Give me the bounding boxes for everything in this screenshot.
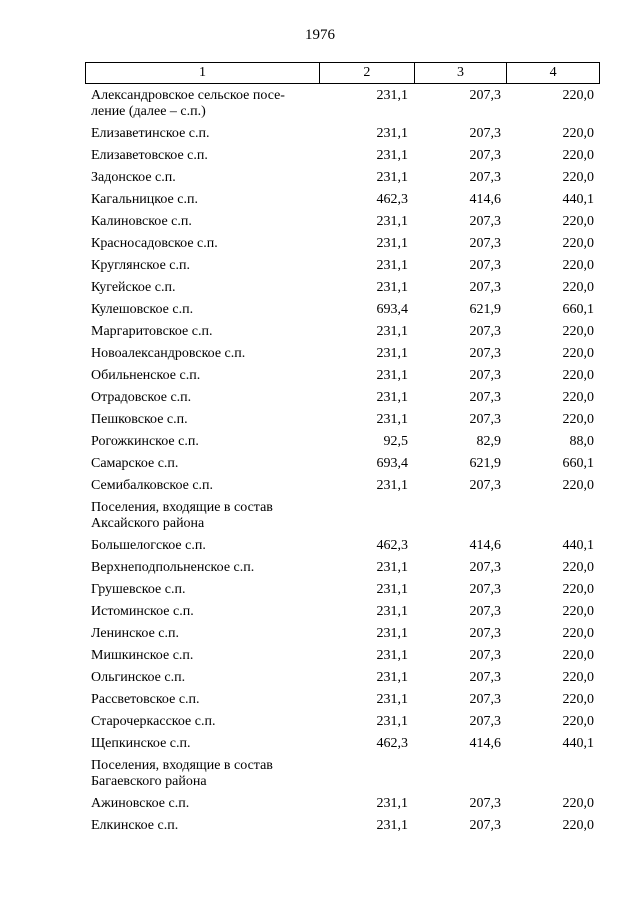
row-name: Поселения, входящие в состав Багаевского района [91, 758, 273, 789]
row-value-col-3: 207,3 [469, 126, 501, 141]
row-value-col-3: 207,3 [469, 626, 501, 641]
row-value-col-4: 440,1 [562, 736, 594, 751]
row-name: Старочеркасское с.п. [91, 714, 216, 729]
row-value-col-3: 207,3 [469, 258, 501, 273]
row-value-col-3: 207,3 [469, 368, 501, 383]
row-name: Круглянское с.п. [91, 258, 190, 273]
row-name: Отрадовское с.п. [91, 390, 192, 405]
table-row [85, 692, 600, 714]
row-value-col-3: 207,3 [469, 582, 501, 597]
row-value-col-4: 220,0 [562, 604, 594, 619]
row-value-col-3: 414,6 [469, 192, 501, 207]
row-value-col-3: 82,9 [476, 434, 501, 449]
row-value-col-4: 660,1 [562, 456, 594, 471]
table-row [85, 126, 600, 148]
row-value-col-4: 220,0 [562, 478, 594, 493]
row-name: Кулешовское с.п. [91, 302, 194, 317]
row-name: Калиновское с.п. [91, 214, 192, 229]
row-value-col-3: 207,3 [469, 692, 501, 707]
row-value-col-2: 462,3 [376, 538, 408, 553]
row-name: Задонское с.п. [91, 170, 176, 185]
table-row [85, 390, 600, 412]
row-value-col-4: 440,1 [562, 538, 594, 553]
row-value-col-3: 207,3 [469, 818, 501, 833]
row-name: Самарское с.п. [91, 456, 179, 471]
row-value-col-4 [507, 500, 600, 538]
table-row [85, 324, 600, 346]
row-value-col-2: 231,1 [376, 648, 408, 663]
table-row [85, 560, 600, 582]
row-value-col-3: 621,9 [469, 302, 501, 317]
row-value-col-3: 207,3 [469, 412, 501, 427]
row-value-col-2: 462,3 [376, 736, 408, 751]
table-row [85, 412, 600, 434]
row-value-col-4: 660,1 [562, 302, 594, 317]
row-value-col-2: 231,1 [376, 368, 408, 383]
row-value-col-2: 231,1 [376, 560, 408, 575]
table-row [85, 648, 600, 670]
row-value-col-2: 231,1 [376, 346, 408, 361]
row-value-col-4: 220,0 [562, 390, 594, 405]
table-row [85, 500, 600, 538]
table-row [85, 582, 600, 604]
row-value-col-2: 231,1 [376, 214, 408, 229]
table-row [85, 368, 600, 390]
row-value-col-3: 207,3 [469, 604, 501, 619]
row-value-col-2 [319, 500, 414, 538]
row-value-col-4: 220,0 [562, 214, 594, 229]
table-row [85, 148, 600, 170]
row-value-col-4: 220,0 [562, 280, 594, 295]
row-value-col-2: 231,1 [376, 390, 408, 405]
row-value-col-4: 220,0 [562, 560, 594, 575]
row-value-col-4: 220,0 [562, 714, 594, 729]
table-row [85, 758, 600, 796]
row-value-col-2: 231,1 [376, 692, 408, 707]
row-name: Истоминское с.п. [91, 604, 194, 619]
row-value-col-3: 207,3 [469, 236, 501, 251]
table-row [85, 478, 600, 500]
row-value-col-4: 220,0 [562, 626, 594, 641]
row-value-col-2: 231,1 [376, 324, 408, 339]
row-value-col-4: 220,0 [562, 796, 594, 811]
row-value-col-2: 693,4 [376, 456, 408, 471]
row-value-col-4: 220,0 [562, 324, 594, 339]
row-name: Александровское сельское посе- ление (далее – с.п.) [91, 88, 285, 119]
table-header [85, 62, 600, 84]
header-col-4: 4 [506, 63, 599, 83]
row-value-col-3: 207,3 [469, 346, 501, 361]
table-row [85, 670, 600, 692]
row-name: Елизаветинское с.п. [91, 126, 210, 141]
row-name: Красносадовское с.п. [91, 236, 218, 251]
row-value-col-4: 220,0 [562, 582, 594, 597]
row-value-col-2: 231,1 [376, 170, 408, 185]
row-value-col-3 [414, 758, 507, 796]
header-col-3: 3 [414, 63, 507, 83]
row-value-col-2: 231,1 [376, 236, 408, 251]
header-col-1: 1 [199, 65, 207, 80]
row-value-col-3: 207,3 [469, 648, 501, 663]
row-value-col-3: 207,3 [469, 148, 501, 163]
page-number: 1976 [305, 27, 335, 43]
row-value-col-2: 231,1 [376, 626, 408, 641]
row-value-col-3: 207,3 [469, 714, 501, 729]
row-value-col-3: 207,3 [469, 390, 501, 405]
table-row [85, 280, 600, 302]
row-value-col-3: 207,3 [469, 324, 501, 339]
row-value-col-3: 621,9 [469, 456, 501, 471]
table-row [85, 626, 600, 648]
table-row [85, 302, 600, 324]
row-value-col-2: 231,1 [376, 582, 408, 597]
row-value-col-3: 207,3 [469, 280, 501, 295]
row-value-col-2: 92,5 [383, 434, 408, 449]
table-row [85, 456, 600, 478]
table-row [85, 538, 600, 560]
row-value-col-3: 207,3 [469, 796, 501, 811]
row-value-col-3: 207,3 [469, 478, 501, 493]
row-value-col-3: 414,6 [469, 538, 501, 553]
data-table [85, 62, 600, 840]
row-name: Рогожкинское с.п. [91, 434, 199, 449]
row-value-col-3: 207,3 [469, 214, 501, 229]
row-value-col-4: 220,0 [562, 818, 594, 833]
row-value-col-4: 220,0 [562, 648, 594, 663]
row-value-col-4: 220,0 [562, 236, 594, 251]
row-name: Верхнеподпольненское с.п. [91, 560, 255, 575]
table-body [85, 88, 600, 840]
row-name: Мишкинское с.п. [91, 648, 194, 663]
row-value-col-4: 220,0 [562, 148, 594, 163]
row-value-col-2: 231,1 [376, 412, 408, 427]
table-row [85, 258, 600, 280]
row-value-col-4: 440,1 [562, 192, 594, 207]
table-row [85, 604, 600, 626]
row-value-col-2: 231,1 [376, 714, 408, 729]
table-row [85, 736, 600, 758]
table-row [85, 236, 600, 258]
row-name: Елкинское с.п. [91, 818, 179, 833]
row-value-col-2: 231,1 [376, 88, 408, 103]
row-name: Обильненское с.п. [91, 368, 201, 383]
row-value-col-2: 231,1 [376, 818, 408, 833]
row-value-col-2: 231,1 [376, 478, 408, 493]
row-name: Большелогское с.п. [91, 538, 206, 553]
row-value-col-2: 693,4 [376, 302, 408, 317]
row-value-col-3: 414,6 [469, 736, 501, 751]
row-value-col-3: 207,3 [469, 88, 501, 103]
row-name: Маргаритовское с.п. [91, 324, 213, 339]
row-name: Новоалександровское с.п. [91, 346, 246, 361]
header-col-2: 2 [319, 63, 414, 83]
row-name: Семибалковское с.п. [91, 478, 214, 493]
row-value-col-3 [414, 500, 507, 538]
row-value-col-4: 220,0 [562, 170, 594, 185]
table-row [85, 818, 600, 840]
row-name: Щепкинское с.п. [91, 736, 191, 751]
row-value-col-4: 220,0 [562, 88, 594, 103]
row-name: Ленинское с.п. [91, 626, 179, 641]
row-value-col-4: 220,0 [562, 412, 594, 427]
table-row [85, 192, 600, 214]
row-value-col-4 [507, 758, 600, 796]
table-row [85, 170, 600, 192]
row-name: Елизаветовское с.п. [91, 148, 208, 163]
row-value-col-2: 231,1 [376, 126, 408, 141]
row-value-col-4: 220,0 [562, 346, 594, 361]
row-value-col-3: 207,3 [469, 170, 501, 185]
row-name: Ажиновское с.п. [91, 796, 190, 811]
row-value-col-3: 207,3 [469, 670, 501, 685]
row-value-col-2 [319, 758, 414, 796]
table-row [85, 434, 600, 456]
row-name: Поселения, входящие в состав Аксайского района [91, 500, 273, 531]
row-value-col-4: 220,0 [562, 126, 594, 141]
row-name: Грушевское с.п. [91, 582, 186, 597]
row-name: Кагальницкое с.п. [91, 192, 198, 207]
table-row [85, 346, 600, 368]
row-name: Кугейское с.п. [91, 280, 176, 295]
row-value-col-3: 207,3 [469, 560, 501, 575]
table-row [85, 796, 600, 818]
row-value-col-2: 231,1 [376, 148, 408, 163]
row-value-col-4: 220,0 [562, 368, 594, 383]
row-value-col-2: 231,1 [376, 604, 408, 619]
row-value-col-2: 231,1 [376, 258, 408, 273]
table-row [85, 714, 600, 736]
row-name: Пешковское с.п. [91, 412, 188, 427]
row-value-col-4: 88,0 [569, 434, 594, 449]
row-value-col-4: 220,0 [562, 670, 594, 685]
row-name: Ольгинское с.п. [91, 670, 186, 685]
row-value-col-2: 231,1 [376, 670, 408, 685]
table-row [85, 88, 600, 126]
row-value-col-4: 220,0 [562, 258, 594, 273]
table-row [85, 214, 600, 236]
row-value-col-2: 231,1 [376, 796, 408, 811]
row-value-col-2: 231,1 [376, 280, 408, 295]
row-name: Рассветовское с.п. [91, 692, 200, 707]
row-value-col-4: 220,0 [562, 692, 594, 707]
row-value-col-2: 462,3 [376, 192, 408, 207]
